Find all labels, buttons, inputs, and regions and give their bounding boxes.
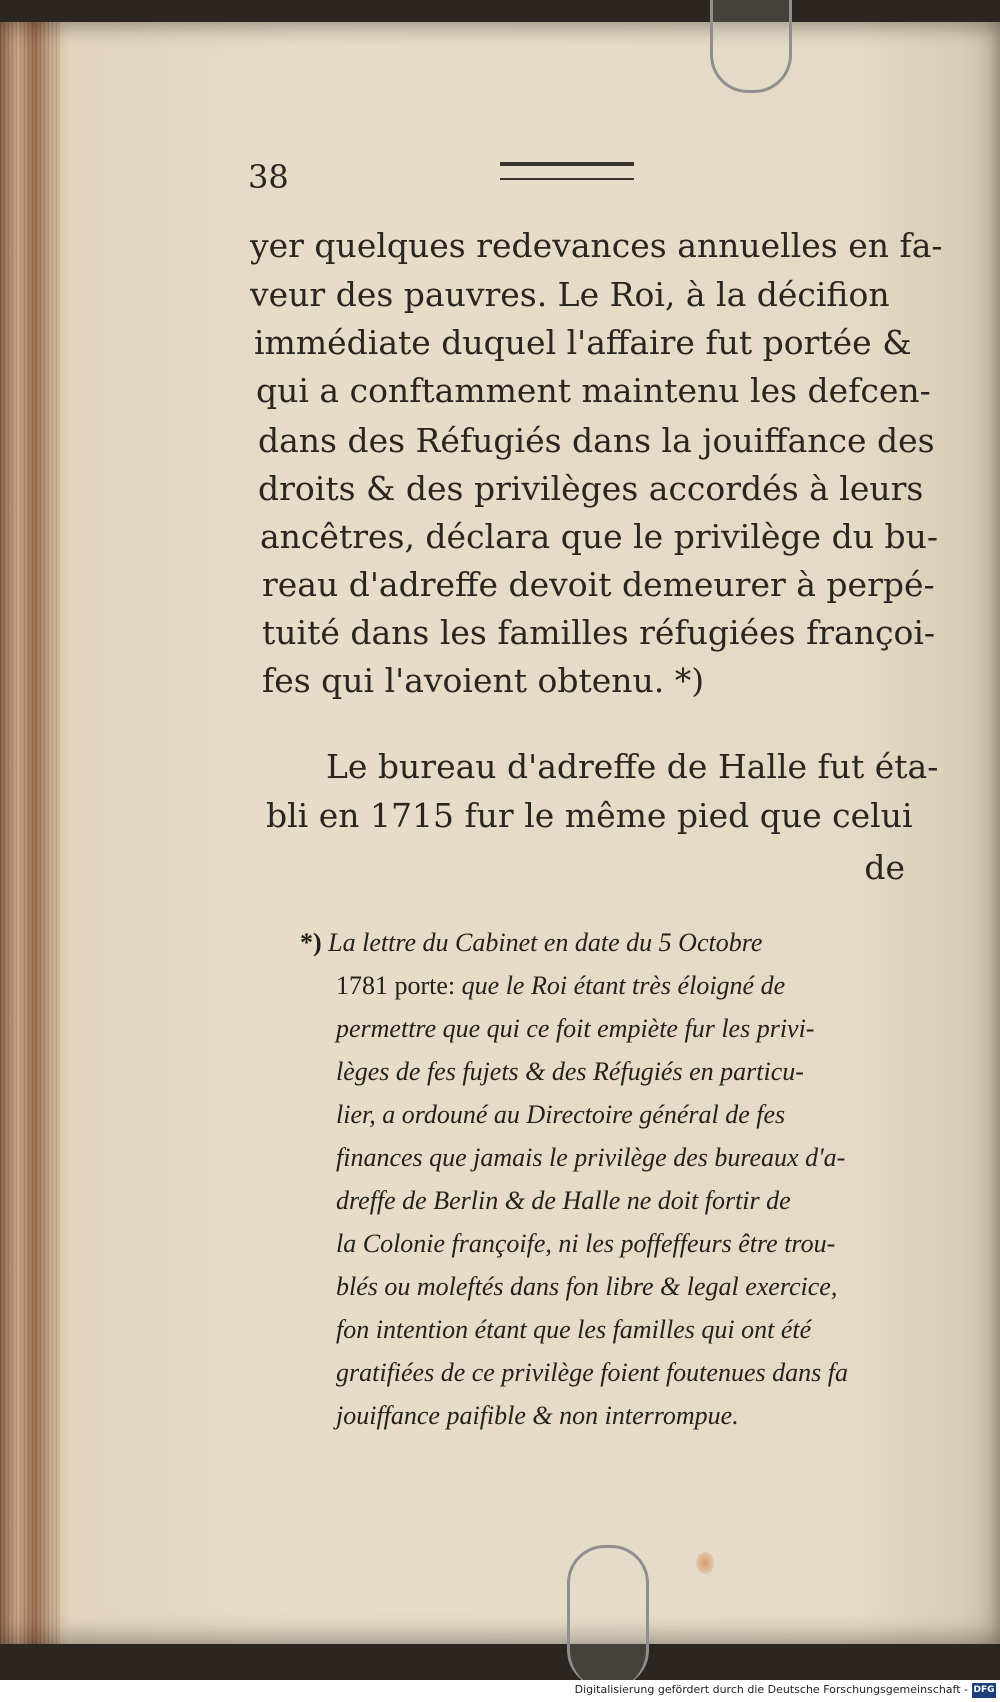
body-line: dans des Réfugiés dans la jouiffance des bbox=[258, 421, 935, 460]
footnote-line: lèges de fes fujets & des Réfugiés en particu- bbox=[336, 1057, 804, 1086]
funding-credit: Digitalisierung gefördert durch die Deutsche Forschungsgemeinschaft - bbox=[574, 1683, 968, 1696]
top-paper-clip bbox=[710, 0, 792, 93]
body-line: fes qui l'avoient obtenu. *) bbox=[262, 661, 705, 700]
body-line: immédiate duquel l'affaire fut portée & bbox=[254, 323, 912, 362]
footnote-line: lier, a ordouné au Directoire général de fes bbox=[336, 1100, 786, 1129]
footnote-text: que le Roi étant très éloigné de bbox=[461, 971, 786, 1000]
footnote-line bbox=[336, 973, 785, 999]
catchword: de bbox=[864, 848, 905, 887]
footnote-line: fon intention étant que les familles qui ont été bbox=[336, 1315, 812, 1344]
page-number: 38 bbox=[248, 158, 289, 196]
footnote-line: jouiffance paifible & non interrompue. bbox=[336, 1401, 739, 1430]
body-line: qui a conftamment maintenu les defcen- bbox=[256, 371, 931, 410]
footer-bar bbox=[0, 1680, 1000, 1702]
footnote-line: la Colonie françoife, ni les poffeffeurs être trou- bbox=[336, 1229, 836, 1258]
paper-stain bbox=[696, 1552, 714, 1574]
footnote-line: dreffe de Berlin & de Halle ne doit fortir de bbox=[336, 1186, 791, 1215]
footnote-marker: *) bbox=[300, 928, 322, 957]
footnote-line: gratifiées de ce privilège foient foutenues dans fa bbox=[336, 1358, 848, 1387]
footnote-line: finances que jamais le privilège des bureaux d'a- bbox=[336, 1143, 846, 1172]
footnote-line: blés ou moleftés dans fon libre & legal exercice, bbox=[336, 1272, 838, 1301]
body-line: yer quelques redevances annuelles en fa- bbox=[250, 226, 943, 265]
footnote-text: La lettre du Cabinet en date du 5 Octobre bbox=[328, 928, 763, 957]
body-line: veur des pauvres. Le Roi, à la décifion bbox=[250, 275, 890, 314]
footnote-line: permettre que qui ce foit empiète fur les privi- bbox=[336, 1014, 815, 1043]
page-edge-shading bbox=[0, 22, 60, 1644]
header-rule bbox=[500, 162, 634, 180]
bottom-paper-clip bbox=[567, 1545, 649, 1688]
footnote-date: 1781 porte: bbox=[336, 971, 456, 1000]
body-line: Le bureau d'adreffe de Halle fut éta- bbox=[326, 747, 939, 786]
body-line: droits & des privilèges accordés à leurs bbox=[258, 469, 924, 508]
body-line: tuité dans les familles réfugiées françoi- bbox=[262, 613, 936, 652]
body-line: ancêtres, déclara que le privilège du bu- bbox=[260, 517, 938, 556]
footnote-first-line bbox=[300, 930, 762, 956]
body-line: reau d'adreffe devoit demeurer à perpé- bbox=[262, 565, 935, 604]
dfg-logo-icon: DFG bbox=[972, 1683, 996, 1698]
body-line: bli en 1715 fur le même pied que celui bbox=[266, 796, 913, 835]
